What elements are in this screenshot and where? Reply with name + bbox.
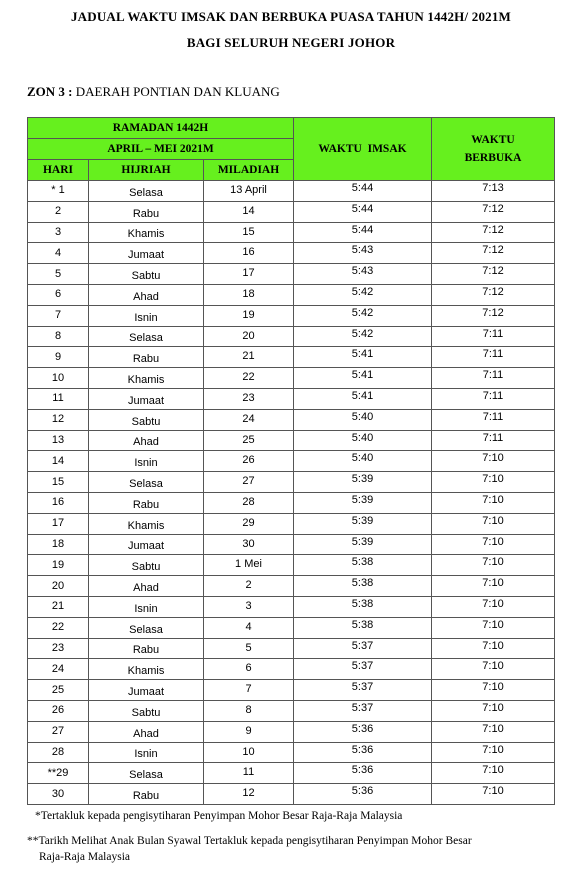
header-months: APRIL – MEI 2021M [28, 139, 294, 160]
hijriah-cell: Ahad [89, 430, 204, 451]
zone-heading [27, 84, 280, 100]
table-row [28, 472, 555, 493]
hari-cell: 27 [28, 721, 89, 742]
miladiah-cell: 25 [204, 430, 294, 451]
hari-cell: 8 [28, 326, 89, 347]
hari-cell: 2 [28, 201, 89, 222]
imsak-cell: 5:42 [294, 305, 432, 326]
miladiah-cell: 23 [204, 388, 294, 409]
hijriah-cell: Ahad [89, 576, 204, 597]
document-subtitle: BAGI SELURUH NEGERI JOHOR [186, 35, 396, 50]
table-row [28, 326, 555, 347]
miladiah-cell: 19 [204, 305, 294, 326]
table-row [28, 763, 555, 784]
miladiah-cell: 17 [204, 264, 294, 285]
berbuka-cell: 7:10 [432, 513, 555, 534]
imsak-cell: 5:42 [294, 326, 432, 347]
miladiah-cell: 3 [204, 596, 294, 617]
imsak-cell: 5:36 [294, 721, 432, 742]
berbuka-cell: 7:10 [432, 555, 555, 576]
imsak-cell: 5:41 [294, 368, 432, 389]
hari-cell: 7 [28, 305, 89, 326]
hari-cell: 26 [28, 700, 89, 721]
table-row [28, 388, 555, 409]
table-row [28, 451, 555, 472]
hijriah-cell: Isnin [89, 451, 204, 472]
berbuka-cell: 7:11 [432, 347, 555, 368]
table-row [28, 784, 555, 805]
hijriah-cell: Selasa [89, 472, 204, 493]
berbuka-cell: 7:10 [432, 472, 555, 493]
hari-cell: 6 [28, 284, 89, 305]
berbuka-cell: 7:10 [432, 534, 555, 555]
table-row [28, 243, 555, 264]
hari-cell: 28 [28, 742, 89, 763]
berbuka-cell: 7:11 [432, 430, 555, 451]
table-row [28, 181, 555, 202]
miladiah-cell: 22 [204, 368, 294, 389]
miladiah-cell: 15 [204, 222, 294, 243]
berbuka-cell: 7:10 [432, 576, 555, 597]
table-row [28, 368, 555, 389]
hari-cell: 20 [28, 576, 89, 597]
berbuka-cell: 7:11 [432, 368, 555, 389]
hijriah-cell: Isnin [89, 305, 204, 326]
hari-cell: 15 [28, 472, 89, 493]
miladiah-cell: 29 [204, 513, 294, 534]
header-hari: HARI [28, 160, 89, 181]
imsak-cell: 5:42 [294, 284, 432, 305]
imsak-cell: 5:44 [294, 222, 432, 243]
imsak-cell: 5:39 [294, 492, 432, 513]
hijriah-cell: Selasa [89, 181, 204, 202]
header-ramadan: RAMADAN 1442H [28, 118, 294, 139]
berbuka-cell: 7:10 [432, 784, 555, 805]
hijriah-cell: Rabu [89, 201, 204, 222]
berbuka-cell: 7:10 [432, 638, 555, 659]
hijriah-cell: Jumaat [89, 243, 204, 264]
header-miladiah: MILADIAH [204, 160, 294, 181]
imsak-cell: 5:43 [294, 264, 432, 285]
miladiah-cell: 27 [204, 472, 294, 493]
table-row [28, 284, 555, 305]
footnote-1: *Tertakluk kepada pengisytiharan Penyimpan Mohor Besar Raja-Raja Malaysia [35, 810, 403, 822]
hari-cell: 5 [28, 264, 89, 285]
miladiah-cell: 2 [204, 576, 294, 597]
miladiah-cell: 12 [204, 784, 294, 805]
miladiah-cell: 6 [204, 659, 294, 680]
hari-cell: 25 [28, 680, 89, 701]
footnote-2 [27, 833, 575, 865]
hari-cell: 16 [28, 492, 89, 513]
hijriah-cell: Isnin [89, 742, 204, 763]
table-row [28, 492, 555, 513]
berbuka-cell: 7:10 [432, 700, 555, 721]
zone-name: DAERAH PONTIAN DAN KLUANG [75, 84, 280, 99]
hari-cell: 12 [28, 409, 89, 430]
hari-cell: 19 [28, 555, 89, 576]
miladiah-cell: 13 April [204, 181, 294, 202]
miladiah-cell: 14 [204, 201, 294, 222]
hari-cell: 11 [28, 388, 89, 409]
header-hijriah: HIJRIAH [89, 160, 204, 181]
hari-cell: 24 [28, 659, 89, 680]
hari-cell: 23 [28, 638, 89, 659]
table-row [28, 555, 555, 576]
miladiah-cell: 21 [204, 347, 294, 368]
table-row [28, 680, 555, 701]
imsak-cell: 5:37 [294, 700, 432, 721]
berbuka-cell: 7:12 [432, 305, 555, 326]
berbuka-cell: 7:10 [432, 721, 555, 742]
berbuka-cell: 7:10 [432, 763, 555, 784]
imsak-cell: 5:36 [294, 742, 432, 763]
hijriah-cell: Khamis [89, 368, 204, 389]
hari-cell: 4 [28, 243, 89, 264]
hijriah-cell: Sabtu [89, 264, 204, 285]
hijriah-cell: Rabu [89, 347, 204, 368]
hijriah-cell: Jumaat [89, 534, 204, 555]
zone-label: ZON 3 : [27, 84, 73, 99]
berbuka-cell: 7:10 [432, 596, 555, 617]
miladiah-cell: 7 [204, 680, 294, 701]
hijriah-cell: Selasa [89, 763, 204, 784]
berbuka-cell: 7:12 [432, 284, 555, 305]
miladiah-cell: 26 [204, 451, 294, 472]
berbuka-cell: 7:10 [432, 451, 555, 472]
berbuka-cell: 7:12 [432, 264, 555, 285]
berbuka-cell: 7:10 [432, 492, 555, 513]
imsak-cell: 5:39 [294, 534, 432, 555]
imsak-cell: 5:41 [294, 388, 432, 409]
header-berbuka-line2: BERBUKA [464, 152, 522, 164]
imsak-cell: 5:38 [294, 555, 432, 576]
berbuka-cell: 7:12 [432, 222, 555, 243]
imsak-cell: 5:38 [294, 576, 432, 597]
hari-cell: * 1 [28, 181, 89, 202]
hijriah-cell: Rabu [89, 492, 204, 513]
table-row [28, 201, 555, 222]
imsak-cell: 5:37 [294, 638, 432, 659]
hijriah-cell: Rabu [89, 638, 204, 659]
miladiah-cell: 1 Mei [204, 555, 294, 576]
miladiah-cell: 4 [204, 617, 294, 638]
hari-cell: 30 [28, 784, 89, 805]
hari-cell: 14 [28, 451, 89, 472]
imsak-cell: 5:44 [294, 181, 432, 202]
header-berbuka [432, 118, 555, 181]
berbuka-cell: 7:10 [432, 617, 555, 638]
table-row [28, 264, 555, 285]
miladiah-cell: 20 [204, 326, 294, 347]
table-row [28, 347, 555, 368]
table-row [28, 576, 555, 597]
imsak-cell: 5:43 [294, 243, 432, 264]
timetable [27, 117, 555, 805]
hijriah-cell: Sabtu [89, 555, 204, 576]
hari-cell: 22 [28, 617, 89, 638]
hari-cell: 17 [28, 513, 89, 534]
hari-cell: 3 [28, 222, 89, 243]
miladiah-cell: 28 [204, 492, 294, 513]
miladiah-cell: 30 [204, 534, 294, 555]
table-row [28, 659, 555, 680]
table-row [28, 534, 555, 555]
hari-cell: **29 [28, 763, 89, 784]
imsak-cell: 5:40 [294, 409, 432, 430]
table-row [28, 430, 555, 451]
table-row [28, 596, 555, 617]
hijriah-cell: Khamis [89, 659, 204, 680]
hari-cell: 9 [28, 347, 89, 368]
berbuka-cell: 7:11 [432, 409, 555, 430]
table-row [28, 742, 555, 763]
timetable-body [28, 181, 555, 805]
imsak-cell: 5:39 [294, 513, 432, 534]
imsak-cell: 5:36 [294, 784, 432, 805]
berbuka-cell: 7:13 [432, 181, 555, 202]
berbuka-cell: 7:11 [432, 326, 555, 347]
hijriah-cell: Jumaat [89, 388, 204, 409]
document-title: JADUAL WAKTU IMSAK DAN BERBUKA PUASA TAHUN 1442H/ 2021M [70, 9, 512, 24]
hijriah-cell: Jumaat [89, 680, 204, 701]
hari-cell: 18 [28, 534, 89, 555]
miladiah-cell: 18 [204, 284, 294, 305]
imsak-cell: 5:36 [294, 763, 432, 784]
miladiah-cell: 11 [204, 763, 294, 784]
imsak-cell: 5:37 [294, 659, 432, 680]
miladiah-cell: 16 [204, 243, 294, 264]
table-row [28, 222, 555, 243]
berbuka-cell: 7:11 [432, 388, 555, 409]
miladiah-cell: 10 [204, 742, 294, 763]
table-row [28, 638, 555, 659]
table-row [28, 700, 555, 721]
berbuka-cell: 7:10 [432, 680, 555, 701]
table-row [28, 409, 555, 430]
header-imsak: WAKTU IMSAK [294, 118, 432, 181]
berbuka-cell: 7:10 [432, 742, 555, 763]
miladiah-cell: 5 [204, 638, 294, 659]
imsak-cell: 5:37 [294, 680, 432, 701]
hijriah-cell: Ahad [89, 284, 204, 305]
miladiah-cell: 9 [204, 721, 294, 742]
hari-cell: 13 [28, 430, 89, 451]
hari-cell: 10 [28, 368, 89, 389]
hijriah-cell: Rabu [89, 784, 204, 805]
hari-cell: 21 [28, 596, 89, 617]
hijriah-cell: Selasa [89, 617, 204, 638]
table-row [28, 305, 555, 326]
hijriah-cell: Khamis [89, 513, 204, 534]
hijriah-cell: Isnin [89, 596, 204, 617]
hijriah-cell: Sabtu [89, 409, 204, 430]
footnote-2-line1: **Tarikh Melihat Anak Bulan Syawal Tertakluk kepada pengisytiharan Penyimpan Mohor Besar [27, 835, 472, 847]
imsak-cell: 5:41 [294, 347, 432, 368]
hijriah-cell: Ahad [89, 721, 204, 742]
footnote-2-line2: Raja-Raja Malaysia [39, 851, 131, 863]
table-row [28, 617, 555, 638]
table-row [28, 513, 555, 534]
imsak-cell: 5:38 [294, 617, 432, 638]
hijriah-cell: Khamis [89, 222, 204, 243]
miladiah-cell: 24 [204, 409, 294, 430]
imsak-cell: 5:40 [294, 451, 432, 472]
imsak-cell: 5:44 [294, 201, 432, 222]
hijriah-cell: Selasa [89, 326, 204, 347]
imsak-cell: 5:40 [294, 430, 432, 451]
imsak-cell: 5:39 [294, 472, 432, 493]
berbuka-cell: 7:12 [432, 201, 555, 222]
miladiah-cell: 8 [204, 700, 294, 721]
imsak-cell: 5:38 [294, 596, 432, 617]
table-row [28, 721, 555, 742]
berbuka-cell: 7:12 [432, 243, 555, 264]
hijriah-cell: Sabtu [89, 700, 204, 721]
header-berbuka-line1: WAKTU [471, 134, 515, 146]
berbuka-cell: 7:10 [432, 659, 555, 680]
